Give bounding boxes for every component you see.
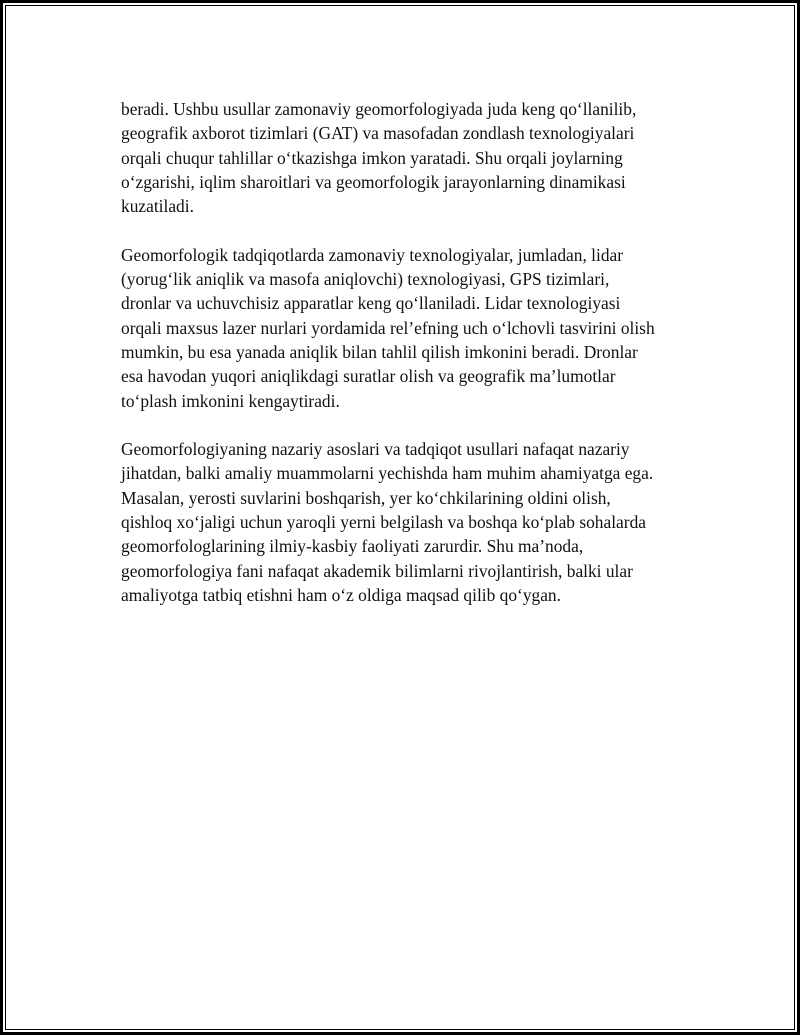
text-line: kuzatiladi.: [121, 196, 194, 217]
text-line: to‘plash imkonini kengaytiradi.: [121, 390, 340, 411]
text-line: qishloq xo‘jaligi uchun yaroqli yerni belgilash va boshqa ko‘plab sohalarda: [121, 512, 646, 533]
text-line: o‘zgarishi, iqlim sharoitlari va geomorfologik jarayonlarning dinamikasi: [121, 171, 626, 192]
text-line: beradi. Ushbu usullar zamonaviy geomorfologiyada juda keng qo‘llanilib,: [121, 99, 637, 119]
text-line: geomorfologiya fani nafaqat akademik bilimlarni rivojlantirish, balki ular: [121, 560, 633, 581]
paragraph-1: [121, 97, 701, 218]
paragraph-2: [121, 243, 701, 413]
text-line: orqali maxsus lazer nurlari yordamida rel’efning uch o‘lchovli tasvirini olish: [121, 317, 655, 338]
text-line: esa havodan yuqori aniqlikdagi suratlar olish va geografik ma’lumotlar: [121, 366, 616, 387]
text-line: geomorfologlarining ilmiy-kasbiy faoliyati zarurdir. Shu ma’noda,: [121, 536, 584, 557]
text-line: jihatdan, balki amaliy muammolarni yechishda ham muhim ahamiyatga ega.: [121, 463, 654, 484]
text-line: amaliyotga tatbiq etishni ham o‘z oldiga maqsad qilib qo‘ygan.: [121, 584, 561, 605]
text-line: Geomorfologiyaning nazariy asoslari va tadqiqot usullari nafaqat nazariy: [121, 439, 630, 460]
text-line: geografik axborot tizimlari (GAT) va masofadan zondlash texnologiyalari: [121, 123, 635, 144]
text-line: Masalan, yerosti suvlarini boshqarish, yer ko‘chkilarining oldini olish,: [121, 487, 611, 508]
paragraph-3: [121, 437, 701, 607]
text-line: (yorug‘lik aniqlik va masofa aniqlovchi) texnologiyasi, GPS tizimlari,: [121, 269, 610, 290]
document-body: [121, 97, 701, 632]
text-line: Geomorfologik tadqiqotlarda zamonaviy texnologiyalar, jumladan, lidar: [121, 244, 624, 265]
text-line: orqali chuqur tahlillar o‘tkazishga imkon yaratadi. Shu orqali joylarning: [121, 147, 623, 168]
text-line: dronlar va uchuvchisiz apparatlar keng qo‘llaniladi. Lidar texnologiyasi: [121, 293, 621, 314]
text-line: mumkin, bu esa yanada aniqlik bilan tahlil qilish imkonini beradi. Dronlar: [121, 341, 638, 362]
